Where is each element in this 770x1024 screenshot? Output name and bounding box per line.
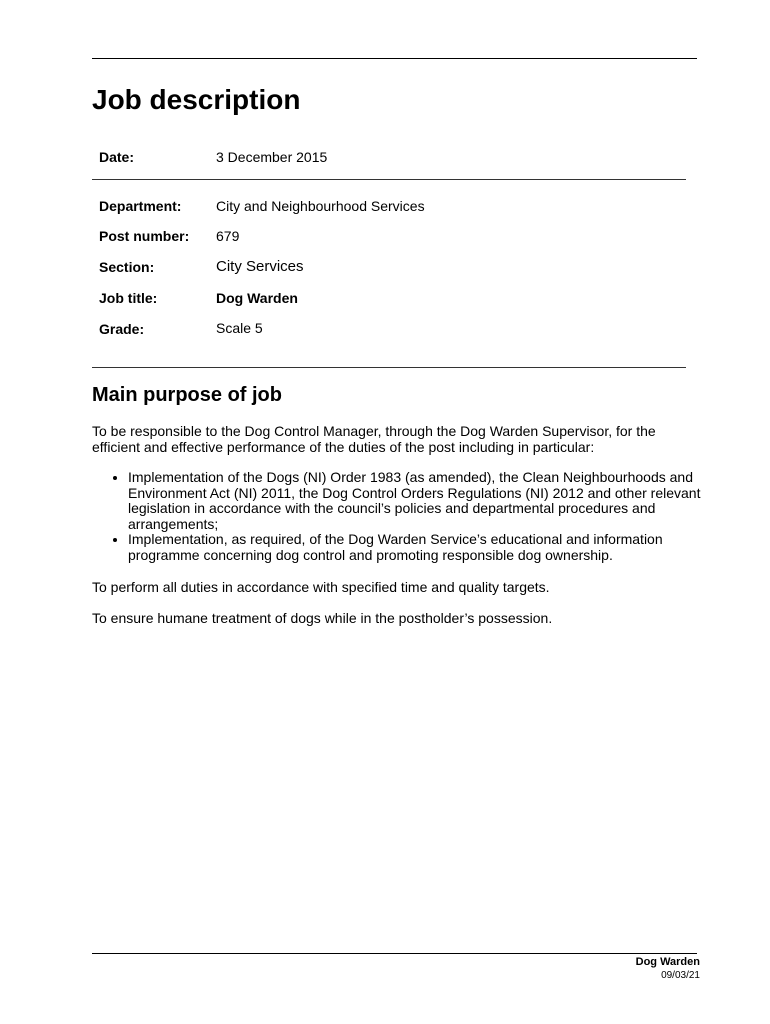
footer-date: 09/03/21	[661, 970, 700, 981]
divider-rule	[92, 179, 686, 180]
job-title-value: Dog Warden	[216, 290, 298, 306]
section-value: City Services	[216, 258, 304, 275]
footer-title: Dog Warden	[635, 956, 700, 968]
humane-paragraph: To ensure humane treatment of dogs while in the postholder’s possession.	[92, 610, 553, 626]
date-label: Date:	[99, 149, 135, 165]
page-title: Job description	[92, 84, 301, 115]
list-item: • Implementation, as required, of the Dog Warden Service’s educational and information programme concerning dog control and promoting responsible dog ownership.	[128, 532, 733, 563]
divider-rule	[92, 367, 686, 368]
purpose-bullet-list	[92, 470, 733, 563]
purpose-heading: Main purpose of job	[92, 384, 282, 406]
grade-label: Grade:	[99, 321, 145, 337]
top-rule	[92, 58, 697, 59]
department-label: Department:	[99, 198, 182, 214]
footer-rule	[92, 953, 697, 954]
post-number-value: 679	[216, 228, 240, 244]
department-value: City and Neighbourhood Services	[216, 198, 425, 214]
date-value: 3 December 2015	[216, 149, 328, 165]
section-label: Section:	[99, 259, 155, 275]
job-title-label: Job title:	[99, 290, 158, 306]
targets-paragraph: To perform all duties in accordance with specified time and quality targets.	[92, 579, 550, 595]
post-number-label: Post number:	[99, 228, 190, 244]
list-item: • Implementation of the Dogs (NI) Order 1983 (as amended), the Clean Neighbourhoods and Environment Act (NI) 2011, the Dog Control Orders Regulations (NI) 2012 and other relevant legislation in accordance with the council’s policies and departmental procedures and arrangements;	[128, 470, 733, 532]
grade-value: Scale 5	[216, 320, 263, 336]
purpose-intro: To be responsible to the Dog Control Manager, through the Dog Warden Supervisor, for the efficient and effective performance of the duties of the post including in particular:	[92, 423, 656, 455]
